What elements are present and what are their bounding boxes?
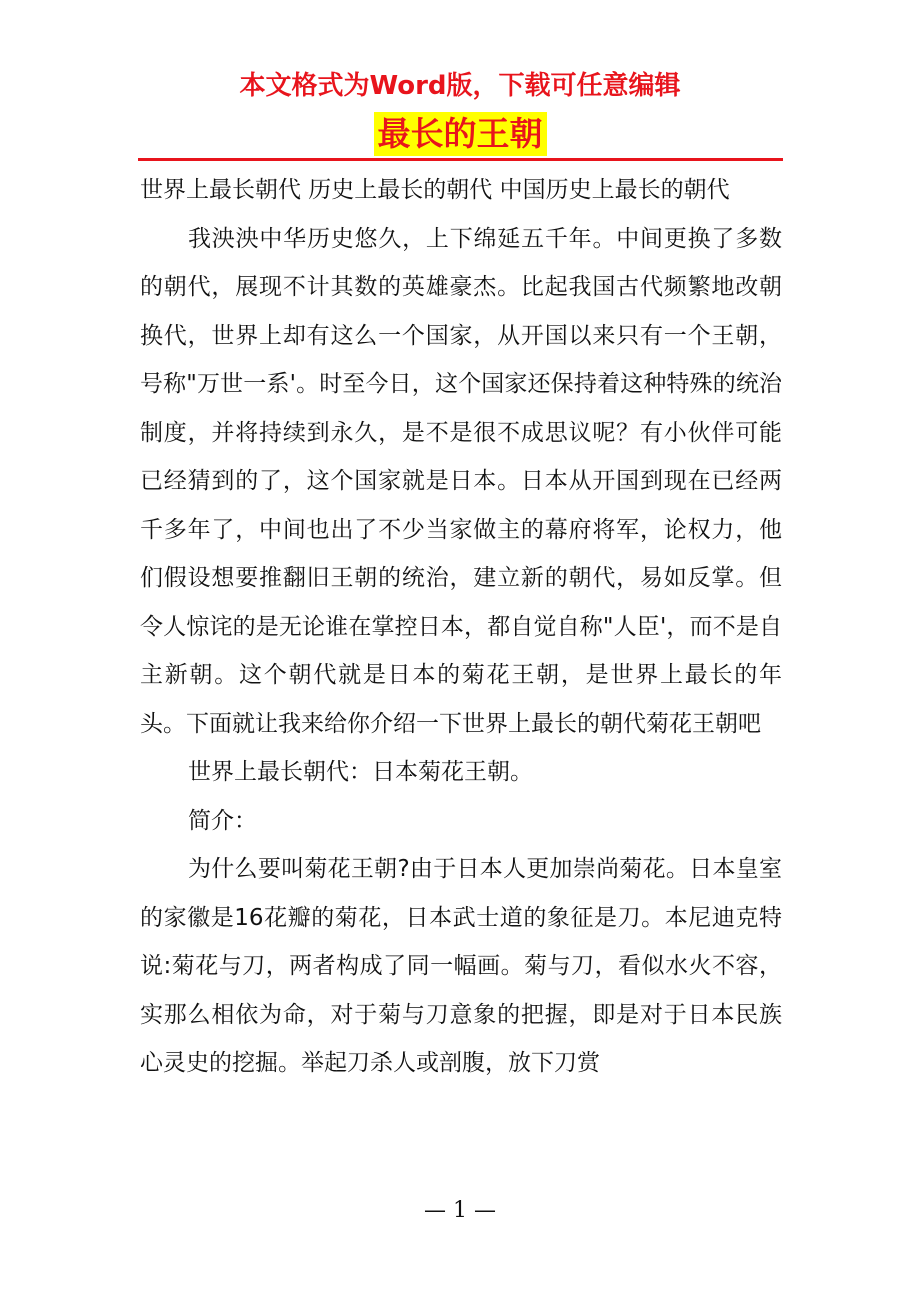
title-container	[0, 112, 920, 156]
format-notice-banner: 本文格式为Word版，下载可任意编辑	[239, 71, 681, 101]
section-heading: 世界上最长朝代：日本菊花王朝。	[188, 759, 533, 785]
document-title: 最长的王朝	[374, 112, 547, 156]
title-divider	[138, 158, 783, 161]
body-paragraph: 我泱泱中华历史悠久，上下绵延五千年。中间更换了多数的朝代，展现不计其数的英雄豪杰。比起我国古代频繁地改朝换代，世界上却有这么一个国家，从开国以来只有一个王朝，号称"万世一系'。时至今日，这个国家还保持着这种特殊的统治制度，并将持续到永久，是不是很不成思议呢？有小伙伴可能已经猜到的了，这个国家就是日本。日本从开国到现在已经两千多年了，中间也出了不少当家做主的幕府将军，论权力，他们假设想要推翻旧王朝的统治，建立新的朝代，易如反掌。但令人惊诧的是无论谁在掌控日本，都自觉自称"人臣'，而不是自主新朝。这个朝代就是日本的菊花王朝，是世界上最长的年头。下面就让我来给你介绍一下世界上最长的朝代菊花王朝吧	[140, 225, 782, 737]
keywords-line: 世界上最长朝代 历史上最长的朝代 中国历史上最长的朝代	[140, 177, 730, 203]
section-label: 简介：	[188, 807, 257, 834]
page-number: — 1 —	[424, 1198, 496, 1223]
document-body	[140, 166, 782, 1088]
body-paragraph: 为什么要叫菊花王朝?由于日本人更加崇尚菊花。日本皇室的家徽是16花瓣的菊花，日本武士道的象征是刀。本尼迪克特说:菊花与刀，两者构成了同一幅画。菊与刀，看似水火不容，实那么相依为命，对于菊与刀意象的把握，即是对于日本民族心灵史的挖掘。举起刀杀人或剖腹，放下刀赏	[140, 856, 782, 1076]
